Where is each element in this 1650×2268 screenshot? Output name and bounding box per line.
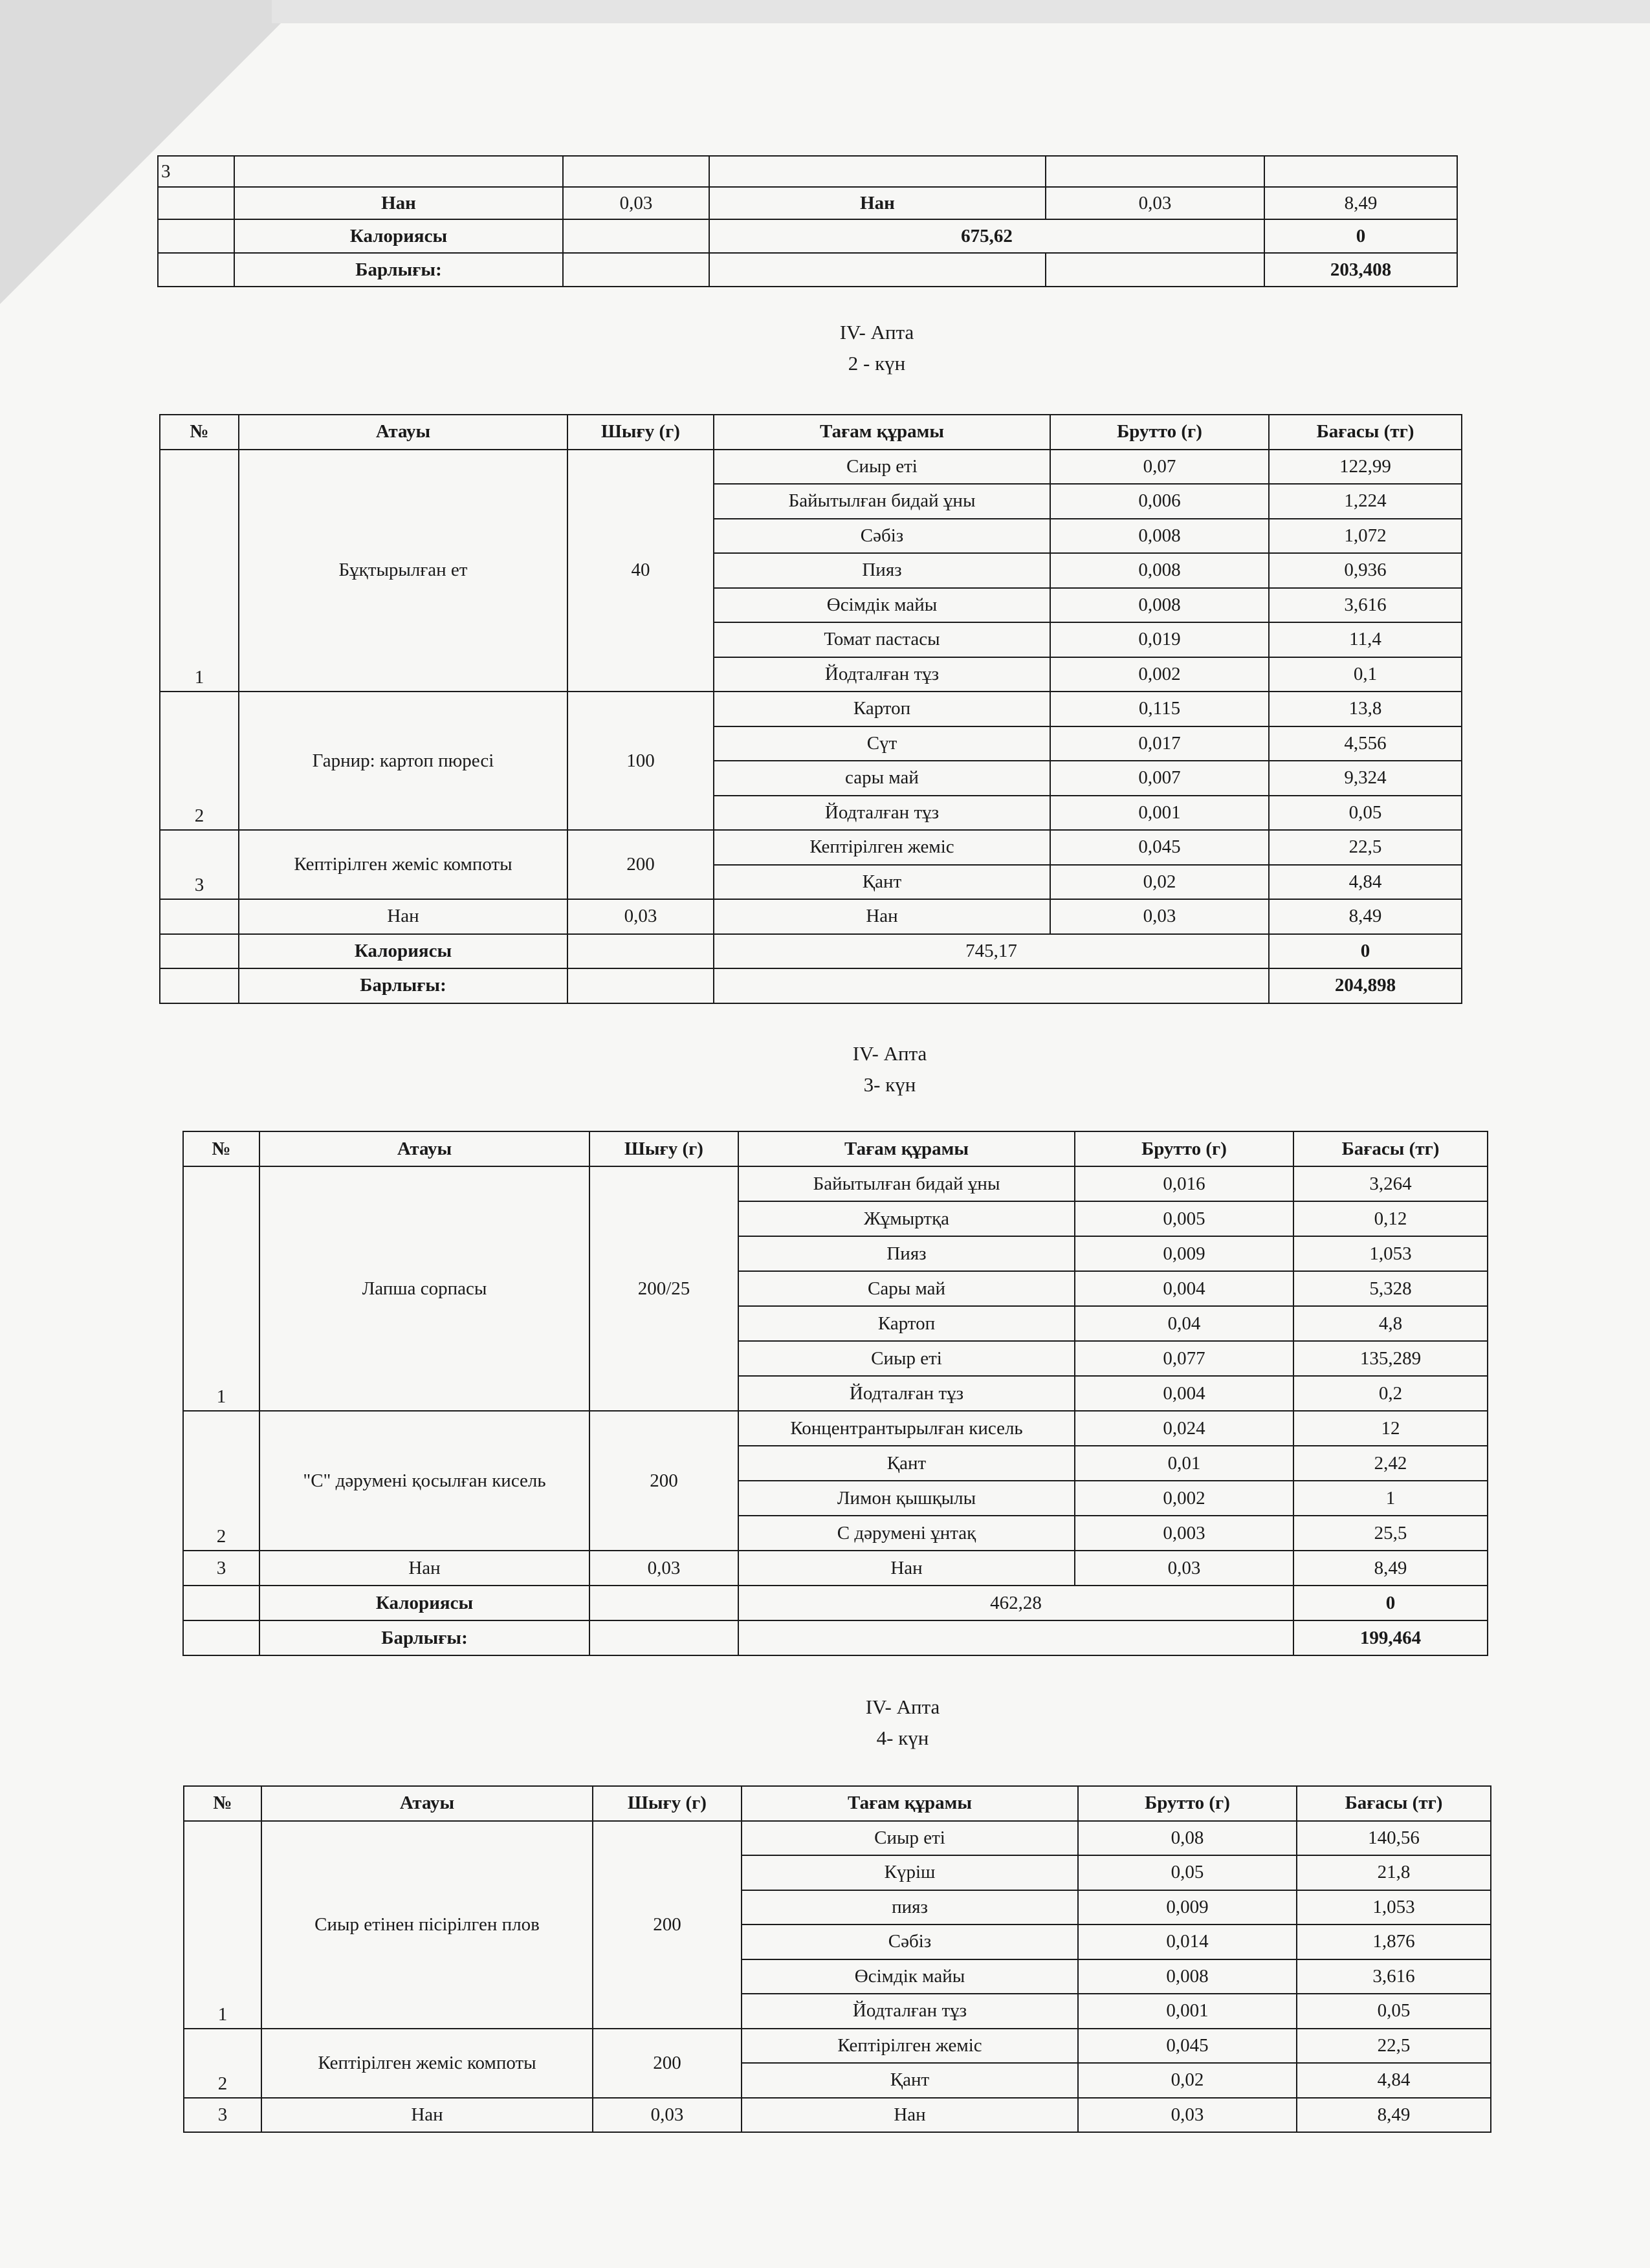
column-header-price: Бағасы (тг) xyxy=(1297,1786,1491,1821)
table-row xyxy=(160,450,1462,485)
ingredient-price: 11,4 xyxy=(1269,622,1462,657)
ingredient-price: 12 xyxy=(1293,1411,1488,1446)
ingredient-name: Кептірілген жеміс xyxy=(742,2029,1078,2064)
dish-output: 200 xyxy=(567,830,714,899)
ingredient-price: 4,556 xyxy=(1269,726,1462,761)
table-header-row xyxy=(183,1131,1488,1166)
ingredient-brutto: 0,01 xyxy=(1075,1446,1293,1481)
ingredient-name: пияз xyxy=(742,1890,1078,1925)
ingredient-name: Йодталған тұз xyxy=(714,657,1050,692)
ingredient-price: 1,224 xyxy=(1269,484,1462,519)
ingredient-name: Сүт xyxy=(714,726,1050,761)
table-row xyxy=(183,1551,1488,1586)
table-row xyxy=(184,2029,1491,2064)
menu-table xyxy=(183,1785,1491,2133)
dish-number: 1 xyxy=(183,1166,259,1411)
ingredient-brutto: 0,04 xyxy=(1075,1306,1293,1341)
ingredient-price: 4,8 xyxy=(1293,1306,1488,1341)
column-header-price: Бағасы (тг) xyxy=(1293,1131,1488,1166)
dish-number: 3 xyxy=(184,2098,261,2133)
dish-output: 0,03 xyxy=(589,1551,738,1586)
dish-output: 200/25 xyxy=(589,1166,738,1411)
ingredient-brutto: 0,004 xyxy=(1075,1376,1293,1411)
calories-value: 745,17 xyxy=(714,934,1269,969)
ingredient-price: 2,42 xyxy=(1293,1446,1488,1481)
table-row xyxy=(184,2098,1491,2133)
table-row xyxy=(160,899,1462,934)
menu-table xyxy=(159,414,1462,1004)
ingredient-brutto: 0,006 xyxy=(1050,484,1269,519)
ingredient-brutto: 0,007 xyxy=(1050,761,1269,796)
ingredient-name: Пияз xyxy=(714,553,1050,588)
table-row xyxy=(184,1821,1491,1856)
dish-output: 200 xyxy=(593,1821,742,2029)
dish-number: 2 xyxy=(184,2029,261,2098)
column-header-price: Бағасы (тг) xyxy=(1269,415,1462,450)
table-row xyxy=(160,692,1462,726)
dish-name: Нан xyxy=(261,2098,593,2133)
ingredient-price: 1,053 xyxy=(1293,1236,1488,1271)
ingredient-name: С дәрумені ұнтақ xyxy=(738,1516,1075,1551)
ingredient-name: Йодталған тұз xyxy=(738,1376,1075,1411)
ingredient-price: 21,8 xyxy=(1297,1855,1491,1890)
ingredient-name: Йодталған тұз xyxy=(714,796,1050,831)
dish-number: 2 xyxy=(160,692,239,830)
dish-name: Лапша сорпасы xyxy=(259,1166,589,1411)
ingredient-brutto: 0,003 xyxy=(1075,1516,1293,1551)
dish-name: Кептірілген жеміс компоты xyxy=(261,2029,593,2098)
ingredient-brutto: 0,001 xyxy=(1078,1994,1297,2029)
total-label: Барлығы: xyxy=(239,968,567,1003)
ingredient-name: Байытылған бидай ұны xyxy=(714,484,1050,519)
ingredient-price: 135,289 xyxy=(1293,1341,1488,1376)
ingredient-name: Сиыр еті xyxy=(714,450,1050,485)
ingredient-brutto: 0,115 xyxy=(1050,692,1269,726)
ingredient-name: Картоп xyxy=(714,692,1050,726)
ingredient-price: 0,1 xyxy=(1269,657,1462,692)
ingredient-brutto: 0,008 xyxy=(1050,519,1269,554)
ingredient-price: 22,5 xyxy=(1297,2029,1491,2064)
ingredient-brutto: 0,005 xyxy=(1075,1201,1293,1236)
ingredient-name: Сиыр еті xyxy=(742,1821,1078,1856)
ingredient-brutto: 0,009 xyxy=(1078,1890,1297,1925)
ingredient-name: Байытылған бидай ұны xyxy=(738,1166,1075,1201)
total-row xyxy=(183,1620,1488,1655)
column-header-n: № xyxy=(160,415,239,450)
total-row: Барлығы: 203,408 xyxy=(158,253,1457,287)
table-row: 3 xyxy=(158,156,1457,187)
column-header-brutto: Брутто (г) xyxy=(1078,1786,1297,1821)
ingredient-price: 0,12 xyxy=(1293,1201,1488,1236)
ingredient-price: 3,616 xyxy=(1297,1959,1491,1994)
column-header-out: Шығу (г) xyxy=(593,1786,742,1821)
ingredient-price: 3,264 xyxy=(1293,1166,1488,1201)
ingredient-name: Сәбіз xyxy=(714,519,1050,554)
dish-name: Нан xyxy=(239,899,567,934)
ingredient-name: Сиыр еті xyxy=(738,1341,1075,1376)
ingredient-name: Күріш xyxy=(742,1855,1078,1890)
ingredient-price: 8,49 xyxy=(1293,1551,1488,1586)
ingredient-name: Қант xyxy=(714,865,1050,900)
calories-row: Калориясы 675,62 0 xyxy=(158,219,1457,253)
ingredient-brutto: 0,009 xyxy=(1075,1236,1293,1271)
dish-number: 1 xyxy=(184,1821,261,2029)
ingredient-price: 1 xyxy=(1293,1481,1488,1516)
ingredient-brutto: 0,017 xyxy=(1050,726,1269,761)
ingredient-brutto: 0,08 xyxy=(1078,1821,1297,1856)
column-header-out: Шығу (г) xyxy=(589,1131,738,1166)
dish-name: "С" дәрумені қосылған кисель xyxy=(259,1411,589,1551)
page-edge-strip xyxy=(272,0,1650,23)
column-header-name: Атауы xyxy=(239,415,567,450)
ingredient-name: Сәбіз xyxy=(742,1925,1078,1959)
day-label: 3- күн xyxy=(863,1073,916,1096)
ingredient-price: 0,2 xyxy=(1293,1376,1488,1411)
ingredient-price: 4,84 xyxy=(1297,2063,1491,2098)
ingredient-name: Кептірілген жеміс xyxy=(714,830,1050,865)
section-heading-day-4 xyxy=(773,1692,1032,1754)
calories-price: 0 xyxy=(1269,934,1462,969)
total-price: 199,464 xyxy=(1293,1620,1488,1655)
dish-name: Бұқтырылған ет xyxy=(239,450,567,692)
ingredient-price: 1,053 xyxy=(1297,1890,1491,1925)
ingredient-price: 5,328 xyxy=(1293,1271,1488,1306)
table-header-row xyxy=(160,415,1462,450)
total-row xyxy=(160,968,1462,1003)
ingredient-brutto: 0,03 xyxy=(1075,1551,1293,1586)
ingredient-price: 8,49 xyxy=(1269,899,1462,934)
ingredient-brutto: 0,008 xyxy=(1050,553,1269,588)
dish-number: 1 xyxy=(160,450,239,692)
table-row xyxy=(183,1166,1488,1201)
dish-output: 0,03 xyxy=(567,899,714,934)
table-row xyxy=(160,830,1462,865)
dish-name: Гарнир: картоп пюресі xyxy=(239,692,567,830)
calories-price: 0 xyxy=(1293,1586,1488,1620)
calories-value: 462,28 xyxy=(738,1586,1293,1620)
ingredient-brutto: 0,016 xyxy=(1075,1166,1293,1201)
calories-label: Калориясы xyxy=(239,934,567,969)
dish-number xyxy=(160,899,239,934)
ingredient-brutto: 0,03 xyxy=(1078,2098,1297,2133)
ingredient-price: 0,05 xyxy=(1269,796,1462,831)
column-header-n: № xyxy=(184,1786,261,1821)
column-header-name: Атауы xyxy=(261,1786,593,1821)
calories-row xyxy=(183,1586,1488,1620)
section-heading-day-2 xyxy=(747,317,1006,379)
ingredient-brutto: 0,077 xyxy=(1075,1341,1293,1376)
ingredient-price: 122,99 xyxy=(1269,450,1462,485)
dish-output: 200 xyxy=(589,1411,738,1551)
dish-output: 200 xyxy=(593,2029,742,2098)
column-header-ing: Тағам құрамы xyxy=(714,415,1050,450)
ingredient-price: 25,5 xyxy=(1293,1516,1488,1551)
ingredient-brutto: 0,008 xyxy=(1078,1959,1297,1994)
ingredient-name: Картоп xyxy=(738,1306,1075,1341)
ingredient-price: 4,84 xyxy=(1269,865,1462,900)
total-label: Барлығы: xyxy=(259,1620,589,1655)
ingredient-brutto: 0,07 xyxy=(1050,450,1269,485)
dish-output: 100 xyxy=(567,692,714,830)
ingredient-price: 22,5 xyxy=(1269,830,1462,865)
table-row: Нан 0,03 Нан 0,03 8,49 xyxy=(158,187,1457,219)
ingredient-brutto: 0,045 xyxy=(1050,830,1269,865)
ingredient-brutto: 0,05 xyxy=(1078,1855,1297,1890)
ingredient-brutto: 0,001 xyxy=(1050,796,1269,831)
ingredient-brutto: 0,008 xyxy=(1050,588,1269,623)
week-label: IV- Апта xyxy=(852,1042,927,1065)
column-header-brutto: Брутто (г) xyxy=(1075,1131,1293,1166)
dish-name: Сиыр етінен пісірілген плов xyxy=(261,1821,593,2029)
ingredient-name: Нан xyxy=(742,2098,1078,2133)
total-price: 204,898 xyxy=(1269,968,1462,1003)
week-label: IV- Апта xyxy=(839,321,914,343)
ingredient-name: Концентрантырылған кисель xyxy=(738,1411,1075,1446)
ingredient-brutto: 0,02 xyxy=(1050,865,1269,900)
ingredient-brutto: 0,03 xyxy=(1050,899,1269,934)
ingredient-name: Лимон қышқылы xyxy=(738,1481,1075,1516)
menu-table xyxy=(182,1131,1488,1656)
ingredient-price: 1,072 xyxy=(1269,519,1462,554)
ingredient-price: 1,876 xyxy=(1297,1925,1491,1959)
column-header-out: Шығу (г) xyxy=(567,415,714,450)
ingredient-brutto: 0,045 xyxy=(1078,2029,1297,2064)
ingredient-name: Томат пастасы xyxy=(714,622,1050,657)
column-header-ing: Тағам құрамы xyxy=(738,1131,1075,1166)
ingredient-brutto: 0,002 xyxy=(1050,657,1269,692)
table-header-row xyxy=(184,1786,1491,1821)
calories-row xyxy=(160,934,1462,969)
ingredient-price: 3,616 xyxy=(1269,588,1462,623)
ingredient-name: Нан xyxy=(714,899,1050,934)
ingredient-brutto: 0,014 xyxy=(1078,1925,1297,1959)
dish-name: Кептірілген жеміс компоты xyxy=(239,830,567,899)
ingredient-name: Йодталған тұз xyxy=(742,1994,1078,2029)
day-label: 4- күн xyxy=(876,1727,929,1750)
ingredient-brutto: 0,02 xyxy=(1078,2063,1297,2098)
ingredient-brutto: 0,019 xyxy=(1050,622,1269,657)
column-header-name: Атауы xyxy=(259,1131,589,1166)
ingredient-price: 9,324 xyxy=(1269,761,1462,796)
ingredient-price: 140,56 xyxy=(1297,1821,1491,1856)
column-header-ing: Тағам құрамы xyxy=(742,1786,1078,1821)
ingredient-price: 8,49 xyxy=(1297,2098,1491,2133)
week-label: IV- Апта xyxy=(865,1696,940,1718)
dish-number: 3 xyxy=(160,830,239,899)
ingredient-name: сары май xyxy=(714,761,1050,796)
day-label: 2 - күн xyxy=(848,352,906,375)
ingredient-brutto: 0,002 xyxy=(1075,1481,1293,1516)
top-partial-table xyxy=(157,155,1458,287)
ingredient-name: Қант xyxy=(742,2063,1078,2098)
ingredient-name: Өсімдік майы xyxy=(742,1959,1078,1994)
ingredient-name: Өсімдік майы xyxy=(714,588,1050,623)
calories-label: Калориясы xyxy=(259,1586,589,1620)
ingredient-price: 0,05 xyxy=(1297,1994,1491,2029)
ingredient-name: Жұмыртқа xyxy=(738,1201,1075,1236)
column-header-n: № xyxy=(183,1131,259,1166)
dish-name: Нан xyxy=(259,1551,589,1586)
section-heading-day-3 xyxy=(760,1038,1019,1100)
ingredient-brutto: 0,024 xyxy=(1075,1411,1293,1446)
dish-number: 3 xyxy=(183,1551,259,1586)
dish-output: 0,03 xyxy=(593,2098,742,2133)
dish-number: 2 xyxy=(183,1411,259,1551)
table-row xyxy=(183,1411,1488,1446)
column-header-brutto: Брутто (г) xyxy=(1050,415,1269,450)
ingredient-price: 0,936 xyxy=(1269,553,1462,588)
ingredient-price: 13,8 xyxy=(1269,692,1462,726)
ingredient-name: Пияз xyxy=(738,1236,1075,1271)
ingredient-name: Нан xyxy=(738,1551,1075,1586)
ingredient-name: Сары май xyxy=(738,1271,1075,1306)
ingredient-name: Қант xyxy=(738,1446,1075,1481)
dish-output: 40 xyxy=(567,450,714,692)
ingredient-brutto: 0,004 xyxy=(1075,1271,1293,1306)
